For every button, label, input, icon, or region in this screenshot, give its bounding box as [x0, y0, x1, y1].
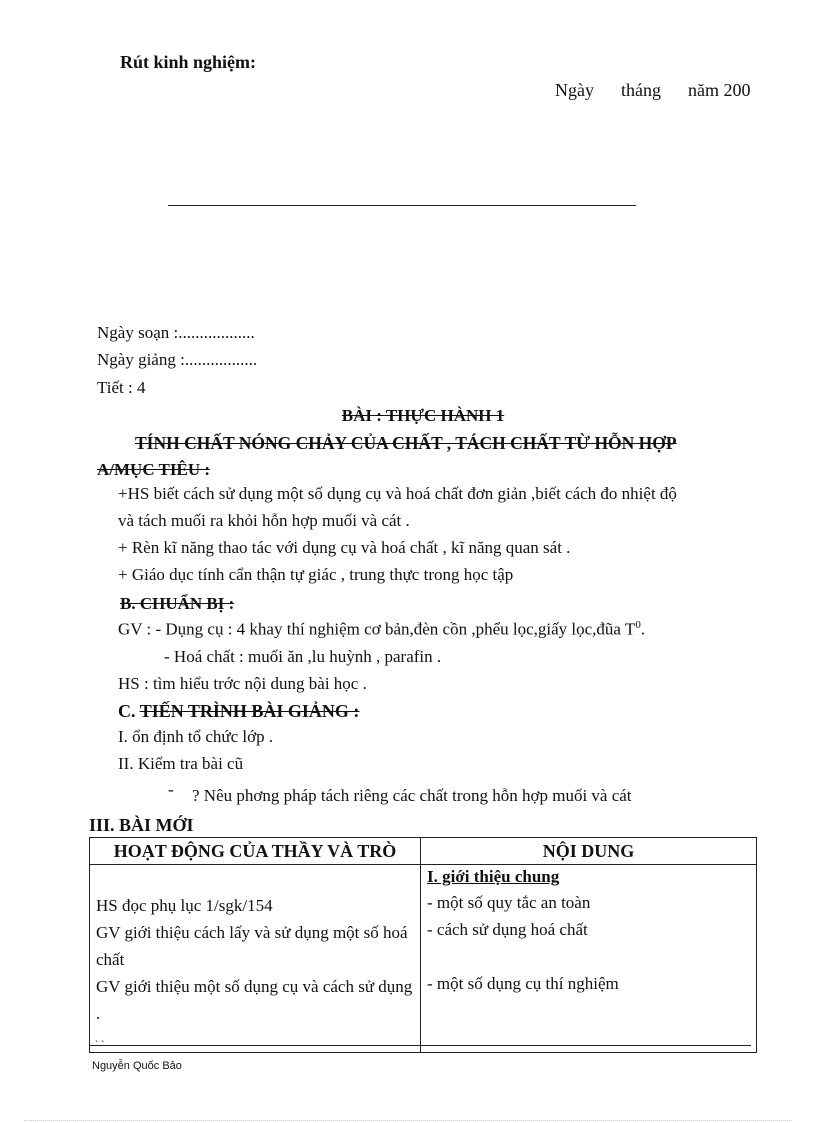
review-title: Rút kinh nghiệm: [120, 52, 257, 72]
chemicals-line: - Hoá chất : muối ăn ,lu huỳnh , parafin . [164, 647, 442, 666]
author-name: Nguyễn Quốc Bảo [92, 1060, 182, 1072]
lesson-table [89, 837, 757, 1053]
student-prep-line: HS : tìm hiểu trớc nội dung bài học . [118, 674, 367, 693]
section-a-heading: A/MỤC TIÊU : [97, 460, 211, 479]
table-header-row [90, 838, 757, 865]
teacher-prep-line [118, 619, 645, 640]
date-line: Ngày tháng năm 200 [555, 80, 751, 100]
teach-date: Ngày giảng :................. [97, 350, 258, 369]
divider-top [168, 205, 636, 206]
activity-line: GV giới thiệu cách lấy và sử dụng một số hoá chất [96, 923, 408, 969]
content-line: - một số dụng cụ thí nghiệm [427, 974, 619, 993]
review-question: ? Nêu phơng pháp tách riêng các chất trong hỗn hợp muối và cát [192, 786, 632, 805]
period-number: Tiết : 4 [97, 378, 146, 397]
content-section-title: I. giới thiệu chung [427, 867, 560, 886]
class-organization: I. ổn định tổ chức lớp . [118, 727, 274, 746]
table-row [90, 865, 757, 1053]
new-lesson-heading: III. BÀI MỚI [89, 815, 194, 835]
activity-header: HOẠT ĐỘNG CỦA THẦY VÀ TRÒ [90, 838, 421, 865]
section-b-heading: B. CHUẨN BỊ : [120, 594, 235, 613]
lesson-subtitle: TÍNH CHẤT NÓNG CHẢY CỦA CHẤT , TÁCH CHẤT TỪ HỖN HỢP [135, 433, 677, 453]
homework-check: II. Kiểm tra bài cũ [118, 754, 244, 773]
teacher-prep-text: GV : - Dụng cụ : 4 khay thí nghiệm cơ bản,đèn cồn ,phểu lọc,giấy lọc,đũa T [118, 619, 636, 639]
prep-date: Ngày soạn :.................. [97, 323, 255, 342]
lesson-title: BÀI : THỰC HÀNH 1 [341, 406, 505, 425]
superscript-zero: 0 [635, 619, 641, 631]
content-line: - cách sử dụng hoá chất [427, 920, 588, 939]
content-line: - một số quy tắc an toàn [427, 893, 591, 912]
teacher-prep-end: . [640, 619, 646, 639]
activity-line: HS đọc phụ lục 1/sgk/154 [96, 896, 273, 915]
section-a-line: + Rèn kĩ năng thao tác với dụng cụ và hoá chất , kĩ năng quan sát . [118, 538, 571, 557]
activity-cell [90, 865, 421, 1053]
bullet-dash: - [168, 780, 174, 799]
content-cell [421, 865, 757, 1053]
section-a-line: + Giáo dục tính cẩn thận tự giác , trung thực trong học tập [118, 565, 514, 584]
section-c-heading [118, 701, 359, 722]
page-edge-dots [24, 1120, 792, 1121]
section-a-line: +HS biết cách sử dụng một số dụng cụ và hoá chất đơn giản ,biết cách đo nhiệt độ [118, 484, 677, 503]
content-header: NỘI DUNG [421, 838, 757, 865]
footer-marks: ` ` [95, 1040, 105, 1051]
section-c-title: TIẾN TRÌNH BÀI GIẢNG : [139, 701, 360, 721]
section-a-line: và tách muối ra khỏi hỗn hợp muối và cát . [118, 511, 410, 530]
footer-divider [89, 1045, 751, 1046]
activity-line: GV giới thiệu một số dụng cụ và cách sử dụng . [96, 977, 413, 1023]
section-c-prefix: C. [118, 701, 140, 721]
